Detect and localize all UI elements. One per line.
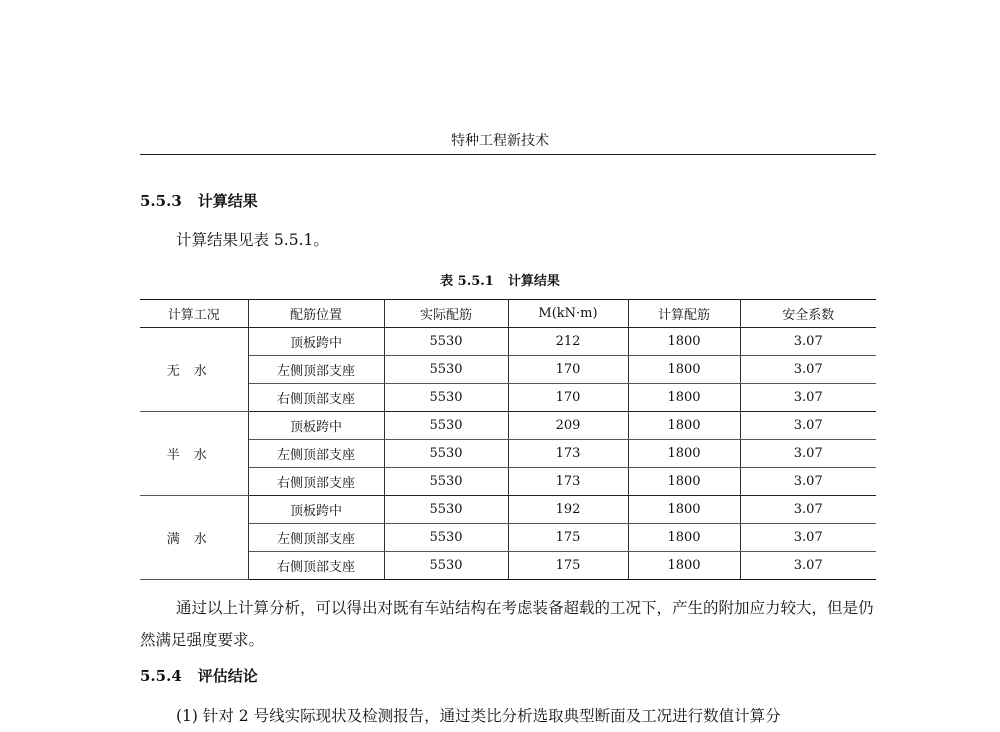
column-header: 安全系数 [740,300,876,328]
section-title: 计算结果 [197,192,258,210]
table-cell: 3.07 [740,552,876,580]
column-header: 配筋位置 [248,300,384,328]
table-row [140,412,876,440]
table-cell: 1800 [628,524,740,552]
table-cell: 顶板跨中 [248,412,384,440]
table-cell: 3.07 [740,328,876,356]
table-row [140,328,876,356]
results-table [140,299,876,580]
analysis-text: 通过以上计算分析，可以得出对既有车站结构在考虑装备超载的工况下，产生的附加应力较大，但是仍然满足强度要求。 [140,599,874,649]
table-cell: 1800 [628,552,740,580]
table-cell: 1800 [628,440,740,468]
table-cell: 左侧顶部支座 [248,524,384,552]
section-title: 评估结论 [197,667,258,685]
section-number: 5.5.3 [140,192,182,210]
column-header: 计算配筋 [628,300,740,328]
table-cell: 1800 [628,356,740,384]
table-header-row [140,300,876,328]
table-cell: 173 [508,468,628,496]
table-cell: 5530 [384,356,508,384]
table-row [140,524,876,552]
column-header: M(kN·m) [508,300,628,328]
column-header: 计算工况 [140,300,248,328]
table-row [140,552,876,580]
table-cell: 1800 [628,412,740,440]
conclusion-text: (1) 针对 2 号线实际现状及检测报告，通过类比分析选取典型断面及工况进行数值计算分 [176,707,781,725]
table-cell: 175 [508,524,628,552]
table-cell: 3.07 [740,496,876,524]
table-cell: 192 [508,496,628,524]
table-cell: 170 [508,384,628,412]
table-cell: 5530 [384,440,508,468]
table-cell: 3.07 [740,440,876,468]
condition-cell: 无水 [140,328,248,412]
table-cell: 1800 [628,384,740,412]
section-heading-5-5-3 [140,190,258,211]
conclusion-paragraph [140,700,876,732]
table-cell: 209 [508,412,628,440]
table-caption-title: 计算结果 [507,274,560,289]
table-cell: 顶板跨中 [248,496,384,524]
table-row [140,496,876,524]
table-cell: 1800 [628,496,740,524]
table-cell: 212 [508,328,628,356]
table-cell: 5530 [384,468,508,496]
table-cell: 左侧顶部支座 [248,356,384,384]
table-cell: 1800 [628,468,740,496]
table-cell: 3.07 [740,524,876,552]
table-cell: 1800 [628,328,740,356]
table-cell: 5530 [384,496,508,524]
analysis-paragraph [140,592,876,656]
intro-text: 计算结果见表 5.5.1。 [176,231,329,249]
table-cell: 5530 [384,552,508,580]
table-cell: 左侧顶部支座 [248,440,384,468]
table-cell: 3.07 [740,412,876,440]
table-cell: 3.07 [740,384,876,412]
table-cell: 5530 [384,524,508,552]
column-header: 实际配筋 [384,300,508,328]
table-caption [0,270,1000,289]
header-rule [140,154,876,155]
table-cell: 5530 [384,412,508,440]
table-cell: 右侧顶部支座 [248,552,384,580]
table-cell: 右侧顶部支座 [248,468,384,496]
table-cell: 170 [508,356,628,384]
table-cell: 右侧顶部支座 [248,384,384,412]
condition-cell: 半水 [140,412,248,496]
running-header: 特种工程新技术 [451,133,549,149]
table-cell: 3.07 [740,468,876,496]
section-heading-5-5-4 [140,665,258,686]
table-cell: 顶板跨中 [248,328,384,356]
table-cell: 5530 [384,384,508,412]
table-caption-number: 表 5.5.1 [440,274,494,289]
table-row [140,440,876,468]
table-cell: 173 [508,440,628,468]
table-row [140,384,876,412]
table-row [140,468,876,496]
table-row [140,356,876,384]
table-cell: 175 [508,552,628,580]
table-cell: 3.07 [740,356,876,384]
section-number: 5.5.4 [140,667,182,685]
intro-paragraph [140,224,876,256]
condition-cell: 满水 [140,496,248,580]
table-cell: 5530 [384,328,508,356]
